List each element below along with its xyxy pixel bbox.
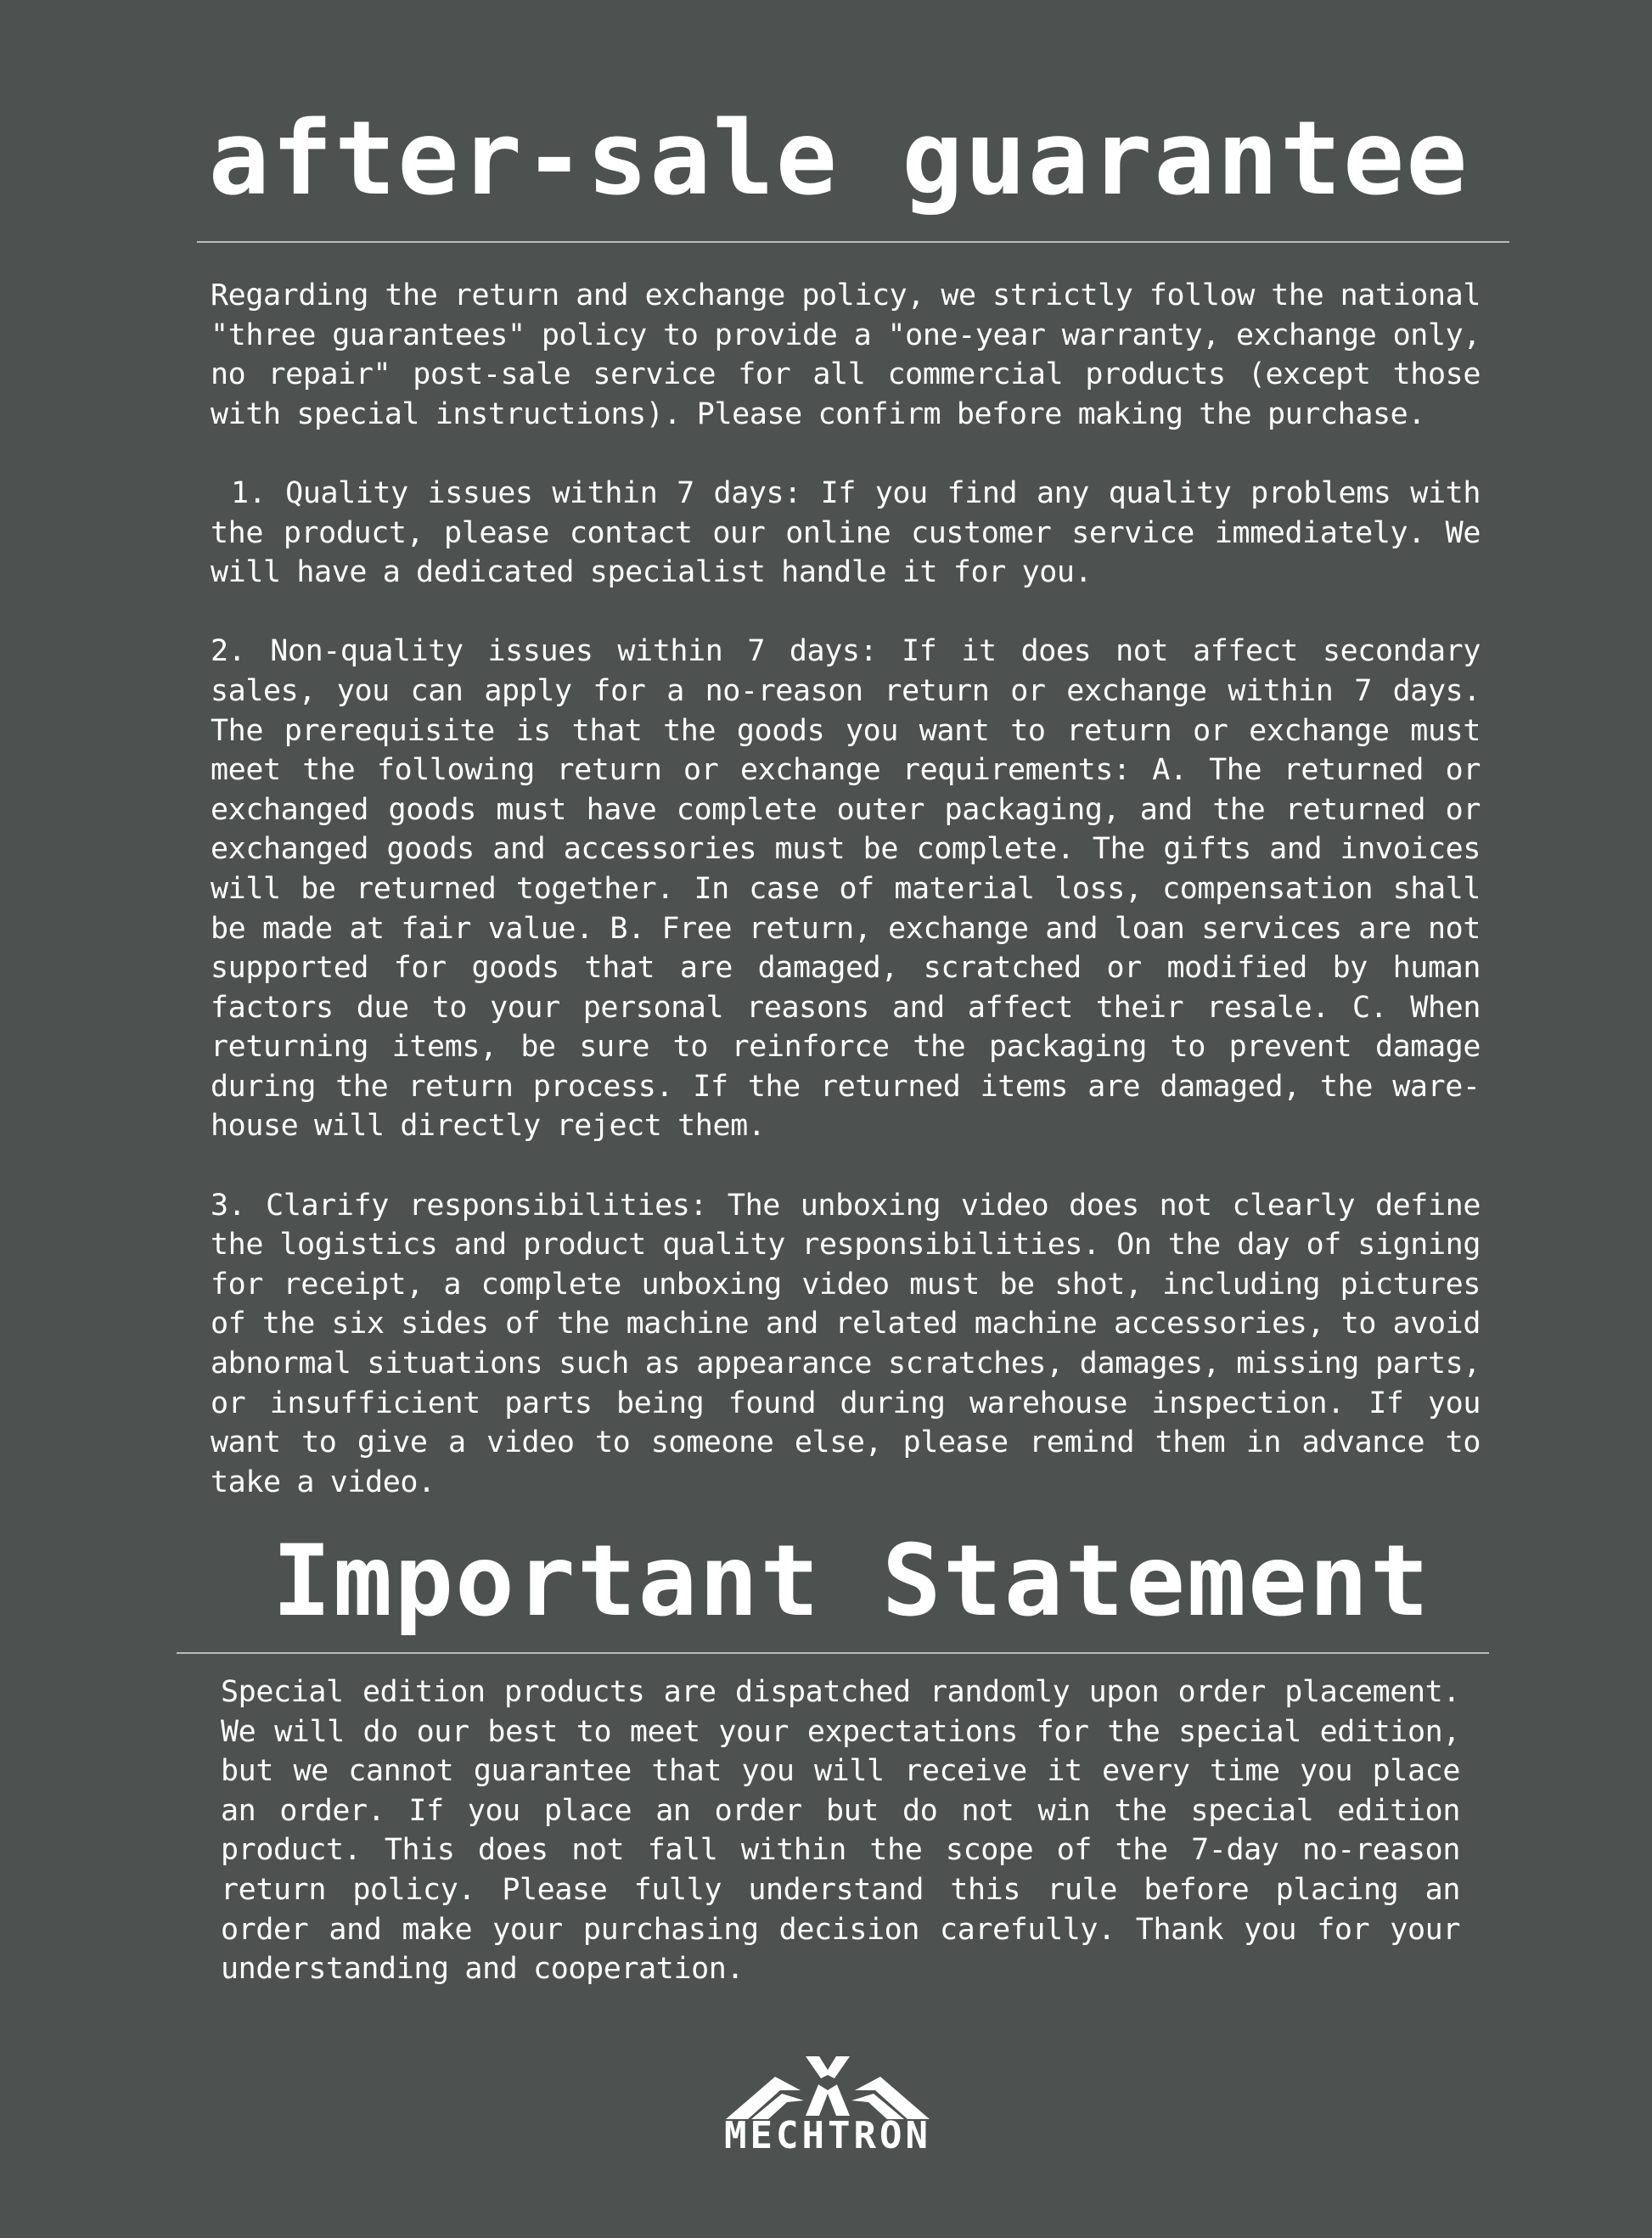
statement-title: Important Statement [272, 1524, 1431, 1639]
quality-issues-paragraph: 1. Quality issues within 7 days: If you find any quality problems with the product, please contact our online customer service immediately. We will have a dedicated specialist handle it for you. [211, 475, 1481, 590]
non-quality-issues-paragraph: 2. Non-quality issues within 7 days: If it does not affect secondary sales, you can apply for a no-reason return or exchange within 7 days. The prerequisite is that the goods you want to return or exchange must meet the following return or exchange requirements: A. The returned or exchanged goods must have complete outer packaging, and the returned or exchanged goods and accessories must be complete. The gifts and invoices will be returned together. In case of material loss, compensation shall be made at fair value. B. Free return, exchange and loan services are not supported for goods that are damaged, scratched or modified by human factors due to your personal reasons and affect their resale. C. When returning items, be sure to reinforce the packaging to prevent damage during the return process. If the returned items are damaged, the warehouse will directly reject them. [211, 634, 1481, 1144]
statement-divider [177, 1652, 1489, 1654]
page-title: after-sale guarantee [208, 100, 1469, 218]
important-statement-section [221, 1673, 1460, 2028]
responsibilities-paragraph: 3. Clarify responsibilities: The unboxing video does not clearly define the logistics and product quality responsibilities. On the day of signing for receipt, a complete unboxing video must be shot, including pictures of the six sides of the machine and related machine accessories, to avoid abnormal situations such as appearance scratches, damages, missing parts, or insufficient parts being found during warehouse inspection. If you want to give a video to someone else, please remind them in advance to take a video. [211, 1188, 1481, 1499]
after-sale-guarantee-section [211, 276, 1481, 1542]
title-divider [197, 241, 1509, 243]
brand-logo [688, 2053, 968, 2155]
mechtron-wings-icon [726, 2053, 930, 2121]
brand-name: MECHTRON [724, 2114, 931, 2157]
policy-intro-paragraph: Regarding the return and exchange policy, we strictly follow the national "three guarantees" policy to provide a "one-year warranty, exchange only, no repair" post-sale service for all commercial products (except those with special instructions). Please confirm before making the purchase. [211, 278, 1481, 431]
statement-paragraph: Special edition products are dispatched randomly upon order placement. We will do our best to meet your expectations for the special edition, but we cannot guarantee that you will receive it every time you place an order. If you place an order but do not win the special edition product. This does not fall within the scope of the 7-day no-reason return policy. Please fully understand this rule before placing an order and make your purchasing decision carefully. Thank you for your understanding and cooperation. [221, 1675, 1460, 1987]
